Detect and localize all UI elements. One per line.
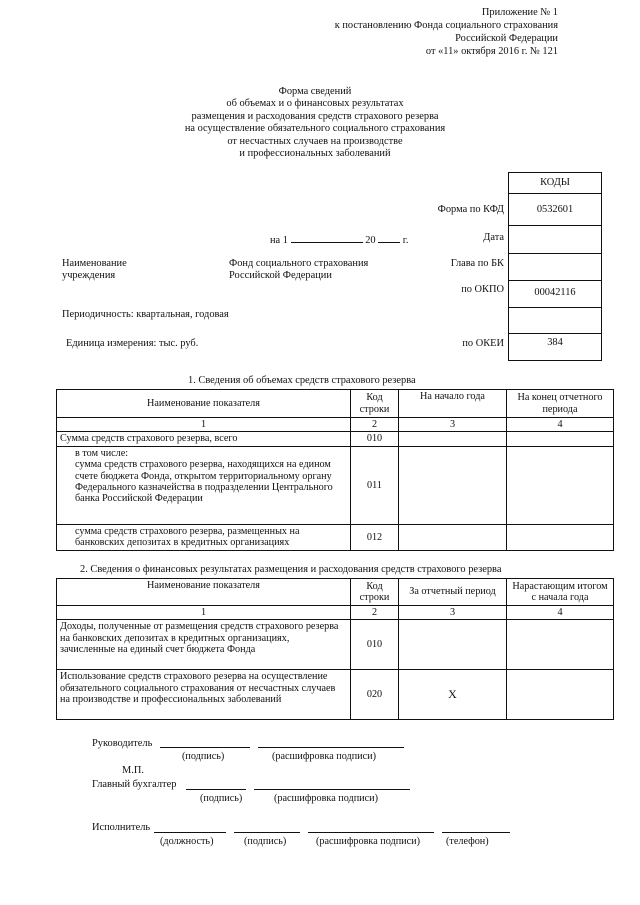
s1-header-end: На конец отчетного периода: [507, 390, 614, 418]
s2-colnum: 1: [57, 606, 351, 620]
table-row: [57, 524, 614, 550]
kfd-label: Форма по КФД: [437, 204, 504, 215]
s1-cell-end[interactable]: [507, 524, 614, 550]
date-prefix: на 1: [270, 235, 288, 246]
s2-header-ytd: Нарастающим итогом с начала года: [507, 579, 614, 606]
table-row: [57, 446, 614, 524]
okei-label: по ОКЕИ: [462, 338, 504, 349]
org-name-line: Российской Федерации: [229, 270, 332, 281]
okpo-label: по ОКПО: [461, 284, 504, 295]
s2-row-name: Доходы, полученные от размещения средств страхового резерва на банковских депозитах в кредитных организациях, зачисленные на единый счет бюджета Фонда: [57, 620, 351, 670]
decode-hint: (расшифровка подписи): [274, 793, 378, 804]
s1-colnum: 3: [399, 418, 507, 432]
date-year-field[interactable]: [378, 232, 400, 243]
accountant-label: Главный бухгалтер: [92, 779, 177, 790]
section2-table: [56, 578, 614, 720]
s1-colnum: 2: [351, 418, 399, 432]
blank-code-cell[interactable]: [508, 307, 602, 334]
bk-code-cell[interactable]: [508, 253, 602, 281]
appendix-line: Приложение № 1: [481, 7, 558, 18]
s1-row-code: 012: [351, 524, 399, 550]
date-suffix: г.: [402, 235, 409, 246]
s2-colnum: 4: [507, 606, 614, 620]
s1-header-start: На начало года: [399, 390, 507, 418]
s2-cell-ytd[interactable]: [507, 620, 614, 670]
s2-header-code: Код строки: [351, 579, 399, 606]
org-name: [229, 258, 368, 282]
head-label: Руководитель: [92, 738, 153, 749]
s2-cell-ytd[interactable]: [507, 670, 614, 720]
signature-hint: (подпись): [182, 751, 225, 762]
s1-row-code: 010: [351, 432, 399, 446]
signature-hint: (подпись): [200, 793, 243, 804]
okei-code-cell: 384: [508, 333, 602, 361]
s1-cell-end[interactable]: [507, 432, 614, 446]
org-label-line: Наименование: [62, 258, 127, 269]
bk-label: Глава по БК: [450, 258, 504, 269]
accountant-decode-line[interactable]: [254, 788, 410, 790]
org-label: [62, 258, 127, 282]
s2-header-name: Наименование показателя: [57, 579, 351, 606]
kfd-code-cell: 0532601: [508, 193, 602, 226]
accountant-signature-line[interactable]: [186, 788, 246, 790]
report-date: [270, 232, 408, 247]
title-line: об объемах и о финансовых результатах: [226, 98, 404, 110]
s1-row-name: Сумма средств страхового резерва, всего: [57, 432, 351, 446]
phone-hint: (телефон): [446, 836, 489, 847]
s2-header-period: За отчетный период: [399, 579, 507, 606]
title-line: на осуществление обязательного социального страхования: [184, 123, 446, 135]
codes-header: КОДЫ: [508, 172, 602, 194]
executor-signature-line[interactable]: [234, 831, 300, 833]
s1-header-name: Наименование показателя: [57, 390, 351, 418]
s1-cell-end[interactable]: [507, 446, 614, 524]
org-label-line: учреждения: [62, 270, 116, 281]
title-line: от несчастных случаев на производстве: [227, 135, 403, 147]
s2-row-code: 010: [351, 620, 399, 670]
okpo-code-cell: 00042116: [508, 280, 602, 308]
appendix-line: к постановлению Фонда социального страхования: [334, 20, 558, 31]
s1-cell-start[interactable]: [399, 524, 507, 550]
appendix-line: от «11» октября 2016 г. № 121: [425, 46, 558, 57]
executor-label: Исполнитель: [92, 822, 151, 833]
signature-hint: (подпись): [244, 836, 287, 847]
head-signature-line[interactable]: [160, 746, 250, 748]
date-day-month-field[interactable]: [291, 232, 363, 243]
section1-title: 1. Сведения об объемах средств страхового резерва: [188, 375, 416, 386]
title-line: размещения и расходования средств страхового резерва: [191, 110, 439, 122]
table-row: [57, 620, 614, 670]
s2-colnum: 3: [399, 606, 507, 620]
title-line: и профессиональных заболеваний: [239, 148, 391, 160]
s1-row-code: 011: [351, 446, 399, 524]
s2-cell-period[interactable]: [399, 620, 507, 670]
s1-row-name: сумма средств страхового резерва, размещенных на банковских депозитах в кредитных организациях: [57, 524, 351, 550]
table-row: [57, 432, 614, 446]
s1-row-prefix: в том числе:: [75, 447, 129, 459]
executor-position-line[interactable]: [154, 831, 226, 833]
date-year-prefix: 20: [365, 235, 376, 246]
section1-table: [56, 389, 614, 551]
executor-decode-line[interactable]: [308, 831, 434, 833]
head-decode-line[interactable]: [258, 746, 404, 748]
section2-title: 2. Сведения о финансовых результатах размещения и расходования средств страхового резерва: [80, 564, 502, 575]
stamp-label: М.П.: [122, 765, 144, 776]
s1-colnum: 4: [507, 418, 614, 432]
s2-colnum: 2: [351, 606, 399, 620]
appendix-header: [335, 6, 558, 58]
s1-colnum: 1: [57, 418, 351, 432]
form-title: [100, 86, 530, 160]
s1-cell-start[interactable]: [399, 432, 507, 446]
position-hint: (должность): [160, 836, 214, 847]
s2-cell-period[interactable]: X: [399, 670, 507, 720]
s1-row-name: [57, 446, 351, 524]
s1-row-text: сумма средств страхового резерва, находящихся на едином счете бюджета Фонда, открытом территориальному органу Федерального казначейства в подразделении Центрального банка Российской Федерации: [75, 459, 333, 505]
decode-hint: (расшифровка подписи): [316, 836, 420, 847]
decode-hint: (расшифровка подписи): [272, 751, 376, 762]
title-line: Форма сведений: [278, 86, 352, 97]
unit-of-measure: Единица измерения: тыс. руб.: [66, 338, 199, 349]
s2-row-code: 020: [351, 670, 399, 720]
executor-phone-line[interactable]: [442, 831, 510, 833]
appendix-line: Российской Федерации: [455, 33, 558, 44]
periodicity: Периодичность: квартальная, годовая: [62, 309, 229, 320]
org-name-line: Фонд социального страхования: [229, 258, 369, 269]
s2-row-name: Использование средств страхового резерва на осуществление обязательного социального страхования от несчастных случаев на производстве и профессиональных заболеваний: [57, 670, 351, 720]
date-code-cell[interactable]: [508, 225, 602, 254]
s1-cell-start[interactable]: [399, 446, 507, 524]
table-row: [57, 670, 614, 720]
date-label: Дата: [483, 232, 504, 243]
s1-header-code: Код строки: [351, 390, 399, 418]
